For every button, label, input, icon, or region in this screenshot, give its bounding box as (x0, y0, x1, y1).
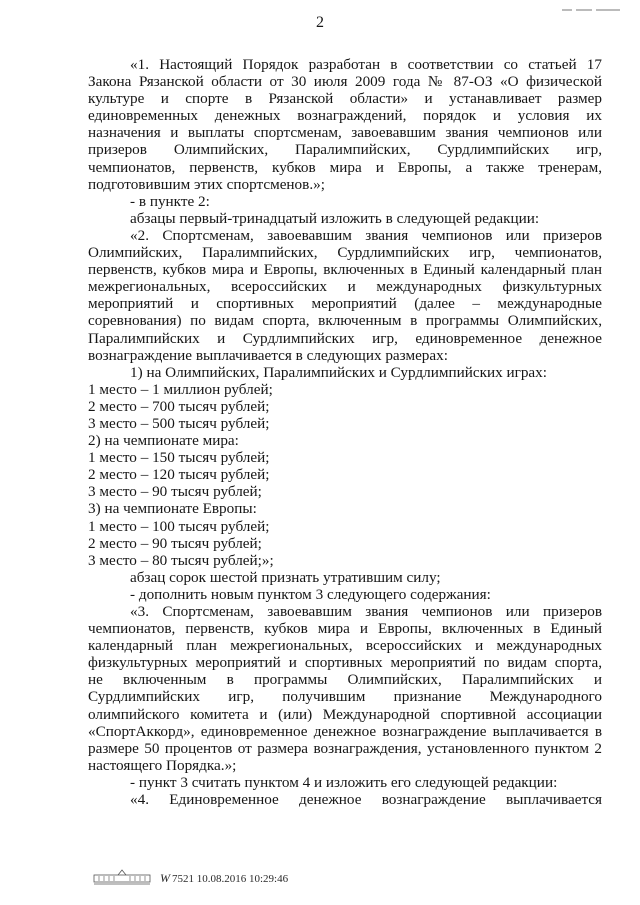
text-line: абзацы первый-тринадцатый изложить в следующей редакции: (130, 209, 540, 227)
list-item: 3) на чемпионате Европы: (88, 500, 257, 518)
list-item: 2) на чемпионате мира: (88, 432, 239, 450)
list-item: 2 место – 90 тысяч рублей; (88, 534, 262, 552)
list-item: 2 место – 120 тысяч рублей; (88, 466, 270, 484)
text-line: «3. Спортсменам, завоевавшим звания чемпионов или призеров (130, 603, 602, 620)
text-line: «СпортАккорд», единовременное денежное вознаграждение выплачивается в (88, 722, 602, 740)
text-line: единовременных денежных вознаграждений, порядок и условия их (88, 107, 602, 125)
text-line: не включенным в программы Олимпийских, Паралимпийских и (88, 671, 602, 689)
text-line: - пункт 3 считать пунктом 4 и изложить его следующей редакции: (130, 773, 558, 791)
list-item: 3 место – 90 тысяч рублей; (88, 483, 262, 501)
list-item: 1 место – 150 тысяч рублей; (88, 449, 270, 467)
dash-mark-icon (562, 8, 620, 12)
list-item: 1 место – 1 миллион рублей; (88, 380, 273, 398)
text-line: первенств, кубков мира и Европы, включенных в Единый календарный план (88, 261, 602, 279)
document-body (88, 56, 602, 808)
text-line: физкультурных мероприятий и спортивных мероприятий по видам спорта, (88, 654, 602, 672)
text-line: «1. Настоящий Порядок разработан в соответствии со статьей 17 (130, 56, 602, 73)
page-number: 2 (316, 14, 324, 31)
text-line: настоящего Порядка.»; (88, 756, 237, 774)
text-line: абзац сорок шестой признать утратившим силу; (130, 568, 441, 586)
text-line: назначения и выплаты спортсменам, завоевавшим звания чемпионов или (88, 124, 602, 142)
text-line: мероприятий и спортивных мероприятий (далее – международные (88, 295, 602, 313)
footer-registration-stamp: 7521 10.08.2016 10:29:46 (172, 873, 289, 885)
text-line: соревнования) по видам спорта, включенным в программы Олимпийских, (88, 312, 602, 330)
list-item: 1 место – 100 тысяч рублей; (88, 517, 270, 535)
document-footer (92, 869, 452, 885)
list-item: 3 место – 80 тысяч рублей;»; (88, 551, 274, 569)
text-line: - в пункте 2: (130, 192, 210, 210)
text-line: чемпионатов, первенств, кубков мира и Европы, а также тренерам, (88, 158, 602, 176)
list-item: 3 место – 500 тысяч рублей; (88, 414, 270, 432)
text-line: призеров Олимпийских, Паралимпийских, Сурдлимпийских игр, (88, 141, 602, 159)
list-item: 1) на Олимпийских, Паралимпийских и Сурдлимпийских играх: (130, 363, 547, 381)
text-line: - дополнить новым пунктом 3 следующего содержания: (130, 585, 491, 603)
text-line: «4. Единовременное денежное вознаграждение выплачивается (130, 791, 602, 809)
text-line: межрегиональных, всероссийских и международных физкультурных (88, 278, 602, 296)
text-line: культуре и спорте в Рязанской области» и устанавливает размер (88, 90, 602, 108)
text-line: подготовившим этих спортсменов.»; (88, 175, 325, 193)
text-line: вознаграждение выплачивается в следующих размерах: (88, 346, 448, 364)
text-line: «2. Спортсменам, завоевавшим звания чемпионов или призеров (130, 226, 602, 244)
text-line: Паралимпийских и Сурдлимпийских игр, единовременное денежное (88, 329, 602, 347)
list-item: 2 место – 700 тысяч рублей; (88, 397, 270, 415)
text-line: календарный план межрегиональных, всероссийских и международных (88, 637, 602, 655)
footer-mark: W (160, 871, 170, 885)
text-line: чемпионатов, первенств, кубков мира и Европы, включенных в Единый (88, 620, 602, 638)
text-line: Сурдлимпийских игр, получившим признание Международного (88, 688, 602, 706)
text-line: олимпийского комитета и (или) Международной спортивной ассоциации (88, 705, 602, 723)
text-line: размере 50 процентов от размера вознаграждения, установленного пунктом 2 (88, 739, 602, 757)
building-logo-icon (92, 869, 152, 885)
text-line: Олимпийских, Паралимпийских, Сурдлимпийских игр, чемпионатов, (88, 244, 602, 262)
text-line: Закона Рязанской области от 30 июля 2009 года № 87-ОЗ «О физической (88, 73, 602, 91)
